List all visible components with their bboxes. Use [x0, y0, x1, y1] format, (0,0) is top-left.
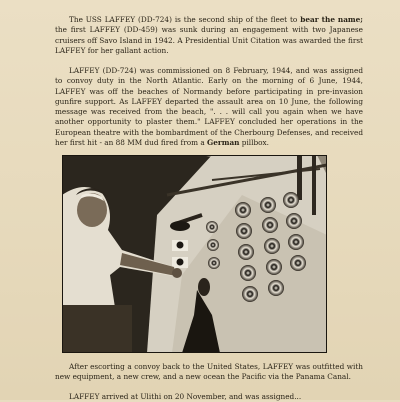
- bold-text-run: German: [207, 138, 240, 148]
- text-run: the first LAFFEY (DD-459) was sunk during an engagement with two Japanese cruisers off Savo Island in 1942. A Presidential Unit Citation was awarded the first LAFFEY for her gallant action.: [55, 25, 363, 55]
- paragraph-ship-history: [55, 15, 363, 56]
- paragraph-pacific-transfer: After escorting a convoy back to the United States, LAFFEY was outfitted with new equipment, a new crew, and a new ocean the Pacific via the Panama Canal.: [55, 362, 363, 382]
- bold-text-run: name;: [337, 15, 363, 24]
- text-run: The USS LAFFEY (DD-724) is the second ship of the fleet to: [69, 15, 301, 24]
- photo-illustration: [62, 155, 327, 353]
- photo-sailor-pointing-at-kill-markings: [62, 155, 327, 353]
- paragraph-commissioning: [55, 66, 363, 148]
- bold-text-run: bear the: [300, 15, 335, 24]
- text-run: pillbox.: [239, 138, 269, 148]
- paragraph-ulithi: LAFFEY arrived at Ulithi on 20 November, and was assigned...: [69, 392, 302, 401]
- text-run: LAFFEY (DD-724) was commissioned on 8 February, 1944, and was assigned to convoy duty in the North Atlantic. Early on the morning of 6 June, 1944, LAFFEY was off the beaches of Normandy before participating in pre-invasion gunfire support. As LAFFEY departed the assault area on 10 June, the following message was received from the beach, ". . . will call you again when we have another opportunity to plaster them." LAFFEY concluded her operations in the European theatre with the bombardment of the Cherbourg Defenses, and received her first hit - an 88 MM dud fired from a: [55, 66, 363, 148]
